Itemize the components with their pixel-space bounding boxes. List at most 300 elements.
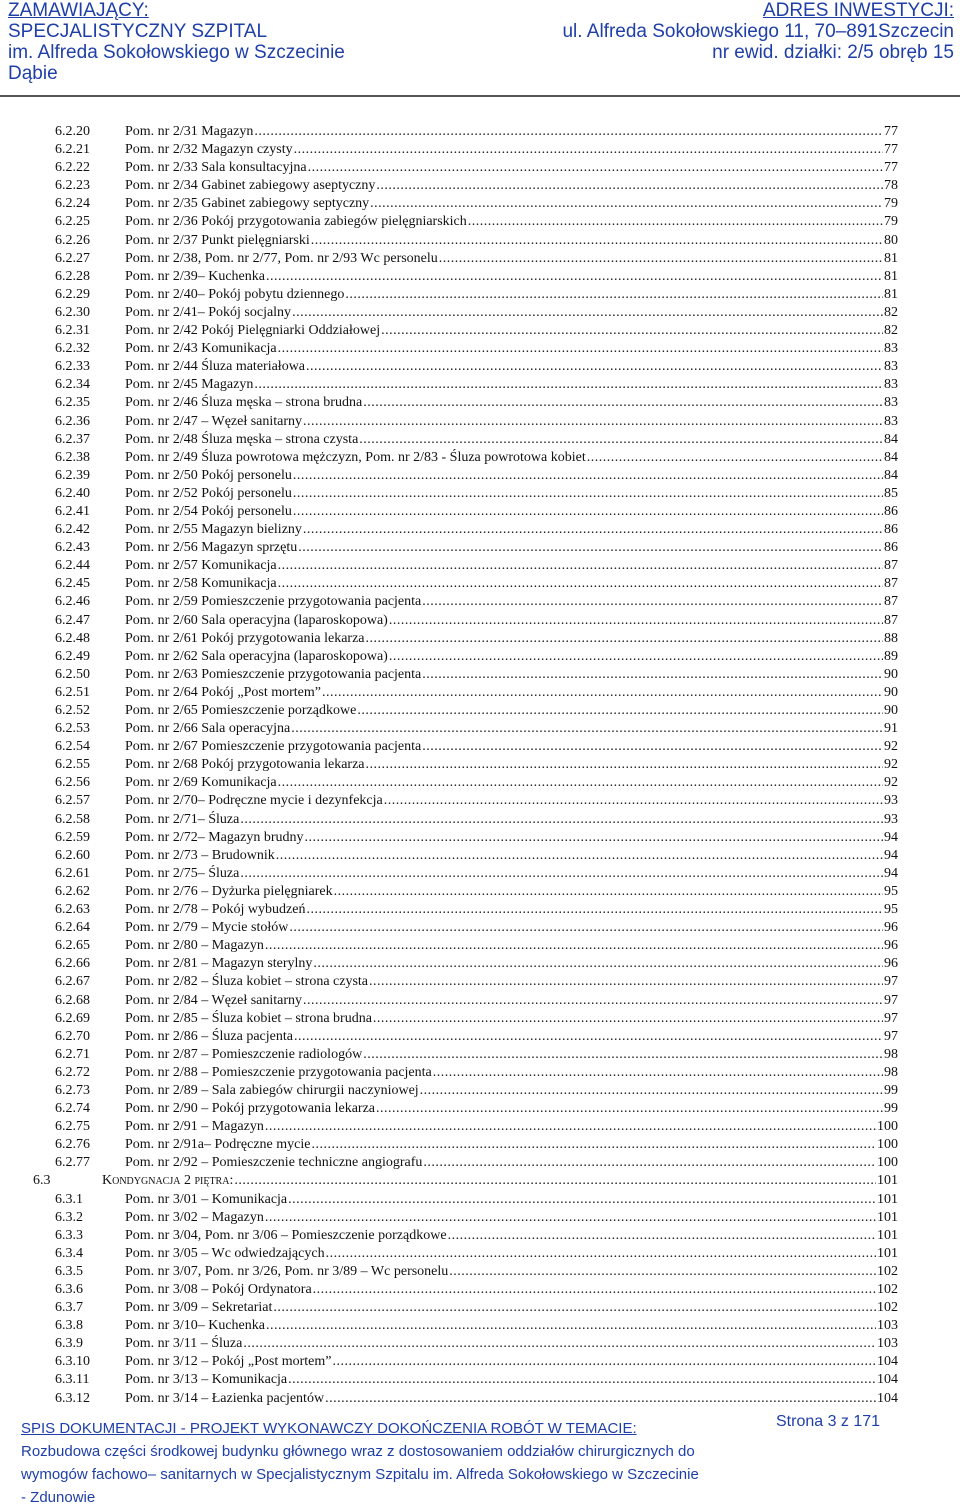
toc-dot-leader <box>311 1136 876 1154</box>
toc-entry-page: 100 <box>877 1137 898 1153</box>
toc-dot-leader <box>439 250 883 268</box>
toc-entry[interactable] <box>0 449 960 467</box>
toc-entry[interactable] <box>0 485 960 503</box>
header-client-name-2: im. Alfreda Sokołowskiego w Szczecinie <box>8 42 345 63</box>
toc-entry[interactable] <box>0 756 960 774</box>
toc-entry-page: 99 <box>884 1082 898 1098</box>
toc-entry[interactable] <box>0 593 960 611</box>
toc-entry[interactable] <box>0 883 960 901</box>
toc-entry[interactable] <box>0 521 960 539</box>
toc-entry-page: 104 <box>877 1354 898 1370</box>
toc-entry[interactable] <box>0 901 960 919</box>
toc-entry-title: Pom. nr 2/66 Sala operacyjna <box>125 721 291 737</box>
toc-section-row[interactable] <box>0 1172 960 1190</box>
toc-dot-leader <box>254 123 883 141</box>
toc-entry-body <box>125 232 898 250</box>
toc-entry[interactable] <box>0 286 960 304</box>
toc-entry[interactable] <box>0 992 960 1010</box>
toc-entry-page: 97 <box>884 992 898 1008</box>
toc-entry-page: 96 <box>884 938 898 954</box>
toc-dot-leader <box>366 630 883 648</box>
toc-entry-number: 6.2.70 <box>55 1028 90 1044</box>
toc-entry-body <box>125 1390 898 1408</box>
toc-entry-number: 6.2.36 <box>55 413 90 429</box>
toc-entry-page: 101 <box>877 1191 898 1207</box>
toc-entry-number: 6.2.31 <box>55 323 90 339</box>
toc-entry[interactable] <box>0 829 960 847</box>
toc-entry-page: 84 <box>884 431 898 447</box>
toc-entry[interactable] <box>0 684 960 702</box>
footer-doc-title: SPIS DOKUMENTACJI - PROJEKT WYKONAWCZY DOKOŃCZENIA ROBÓT W TEMACIE: <box>21 1420 637 1437</box>
toc-entry-title: Pom. nr 2/37 Punkt pielęgniarski <box>125 232 310 248</box>
toc-entry[interactable] <box>0 648 960 666</box>
toc-entry-page: 94 <box>884 847 898 863</box>
toc-entry-number: 6.2.73 <box>55 1082 90 1098</box>
toc-entry[interactable] <box>0 1263 960 1281</box>
toc-dot-leader <box>273 1299 876 1317</box>
toc-dot-leader <box>313 1281 876 1299</box>
toc-entry-number: 6.2.22 <box>55 160 90 176</box>
toc-entry-body <box>125 1335 898 1353</box>
toc-entry-page: 83 <box>884 341 898 357</box>
toc-entry-number: 6.2.39 <box>55 467 90 483</box>
toc-dot-leader <box>373 1010 883 1028</box>
toc-entry[interactable] <box>0 702 960 720</box>
toc-entry-number: 6.2.68 <box>55 992 90 1008</box>
toc-dot-leader <box>311 232 883 250</box>
toc-entry[interactable] <box>0 376 960 394</box>
toc-entry-number: 6.3.2 <box>55 1209 83 1225</box>
toc-entry[interactable] <box>0 1227 960 1245</box>
toc-entry-title: Pom. nr 2/89 – Sala zabiegów chirurgii naczyniowej <box>125 1082 419 1098</box>
toc-dot-leader <box>381 322 883 340</box>
toc-entry-page: 96 <box>884 956 898 972</box>
toc-entry-page: 84 <box>884 449 898 465</box>
toc-entry-body <box>125 865 898 883</box>
toc-entry[interactable] <box>0 919 960 937</box>
toc-entry-title: Pom. nr 2/38, Pom. nr 2/77, Pom. nr 2/93 Wc personelu <box>125 250 438 266</box>
toc-entry-title: Pom. nr 2/84 – Węzeł sanitarny <box>125 992 303 1008</box>
toc-entry-number: 6.2.25 <box>55 214 90 230</box>
toc-entry[interactable] <box>0 1335 960 1353</box>
toc-entry-body <box>125 1263 898 1281</box>
toc-entry-body <box>125 1046 898 1064</box>
toc-dot-leader <box>370 195 883 213</box>
toc-entry-body <box>125 1245 898 1263</box>
toc-dot-leader <box>359 431 883 449</box>
toc-entry[interactable] <box>0 1046 960 1064</box>
toc-entry-title: Pom. nr 2/80 – Magazyn <box>125 938 264 954</box>
toc-entry-page: 103 <box>877 1336 898 1352</box>
toc-entry-number: 6.3.8 <box>55 1318 83 1334</box>
toc-entry-body <box>125 485 898 503</box>
toc-entry-title: Pom. nr 3/08 – Pokój Ordynatora <box>125 1282 312 1297</box>
toc-entry-page: 87 <box>884 558 898 574</box>
header-address: ul. Alfreda Sokołowskiego 11, 70–891Szczecin <box>562 21 954 42</box>
toc-entry-number: 6.2.76 <box>55 1137 90 1153</box>
header-address-label: ADRES INWESTYCJI: <box>762 0 954 21</box>
toc-entry[interactable] <box>0 141 960 159</box>
toc-entry[interactable] <box>0 937 960 955</box>
toc-entry[interactable] <box>0 666 960 684</box>
toc-entry[interactable] <box>0 1299 960 1317</box>
toc-entry-body <box>125 1028 898 1046</box>
toc-entry-page: 87 <box>884 612 898 628</box>
toc-entry[interactable] <box>0 413 960 431</box>
toc-entry[interactable] <box>0 1191 960 1209</box>
toc-entry-body <box>125 648 898 666</box>
toc-dot-leader <box>420 1082 883 1100</box>
toc-entry-number: 6.2.57 <box>55 793 90 809</box>
toc-entry-number: 6.2.42 <box>55 522 90 538</box>
toc-entry-body <box>125 1299 898 1317</box>
toc-entry-number: 6.3.10 <box>55 1354 90 1370</box>
toc-entry-title: Pom. nr 2/76 – Dyżurka pielęgniarek <box>125 883 333 899</box>
toc-entry[interactable] <box>0 738 960 756</box>
toc-entry-title: Pom. nr 2/67 Pomieszczenie przygotowania pacjenta <box>125 739 422 755</box>
toc-entry-body <box>125 1371 898 1389</box>
toc-entry-page: 90 <box>884 684 898 700</box>
toc-entry-title: Pom. nr 2/86 – Śluza pacjenta <box>125 1028 293 1044</box>
toc-entry-title: Pom. nr 3/05 – Wc odwiedzających <box>125 1245 325 1261</box>
toc-entry-page: 99 <box>884 1101 898 1117</box>
toc-entry-page: 97 <box>884 974 898 990</box>
toc-entry[interactable] <box>0 1281 960 1299</box>
toc-entry-body <box>125 1191 898 1209</box>
toc-entry-title: Pom. nr 2/50 Pokój personelu <box>125 467 292 483</box>
toc-entry-number: 6.2.32 <box>55 341 90 357</box>
toc-entry[interactable] <box>0 1100 960 1118</box>
toc-dot-leader <box>422 593 883 611</box>
toc-dot-leader <box>266 268 883 286</box>
toc-entry-page: 101 <box>877 1173 898 1189</box>
toc-entry[interactable] <box>0 1010 960 1028</box>
toc-entry-title: Pom. nr 2/81 – Magazyn sterylny <box>125 956 313 972</box>
toc-entry-number: 6.2.47 <box>55 612 90 628</box>
footer-project-line-3: - Zdunowie <box>21 1489 96 1506</box>
toc-entry-number: 6.2.30 <box>55 304 90 320</box>
toc-entry-title: Pom. nr 2/73 – Brudownik <box>125 847 275 863</box>
toc-entry-body <box>125 883 898 901</box>
toc-entry-page: 77 <box>884 142 898 158</box>
toc-entry-page: 90 <box>884 703 898 718</box>
toc-entry-title: Pom. nr 2/40– Pokój pobytu dziennego <box>125 286 345 302</box>
toc-dot-leader <box>366 756 883 774</box>
toc-entry-page: 100 <box>877 1119 898 1135</box>
toc-entry-title: Pom. nr 2/32 Magazyn czysty <box>125 142 293 158</box>
toc-entry-number: 6.2.41 <box>55 503 90 519</box>
toc-entry[interactable] <box>0 123 960 141</box>
toc-entry[interactable] <box>0 232 960 250</box>
toc-dot-leader <box>292 304 883 322</box>
toc-entry-number: 6.2.50 <box>55 666 90 682</box>
toc-dot-leader <box>389 612 883 630</box>
toc-entry-body <box>125 811 898 829</box>
toc-dot-leader <box>449 1263 876 1281</box>
toc-entry[interactable] <box>0 213 960 231</box>
toc-entry-body <box>125 141 898 159</box>
toc-entry-title: Pom. nr 2/91a– Podręczne mycie <box>125 1137 311 1153</box>
toc-entry[interactable] <box>0 159 960 177</box>
toc-dot-leader <box>240 865 883 883</box>
toc-entry-title: Pom. nr 2/35 Gabinet zabiegowy septyczny <box>125 196 370 212</box>
page-number: Strona 3 z 171 <box>776 1413 881 1430</box>
toc-entry[interactable] <box>0 1154 960 1172</box>
toc-entry-body <box>125 213 898 231</box>
toc-entry[interactable] <box>0 865 960 883</box>
toc-entry-page: 77 <box>884 160 898 176</box>
toc-entry-number: 6.3.6 <box>55 1282 83 1297</box>
toc-entry-number: 6.2.67 <box>55 974 90 990</box>
toc-entry-number: 6.3 <box>33 1173 51 1189</box>
toc-entry-page: 92 <box>884 739 898 755</box>
toc-entry-number: 6.3.7 <box>55 1300 83 1316</box>
toc-entry-body <box>125 919 898 937</box>
toc-dot-leader <box>587 449 883 467</box>
toc-entry-page: 81 <box>884 286 898 302</box>
toc-entry-page: 82 <box>884 323 898 339</box>
toc-entry-page: 77 <box>884 124 898 139</box>
toc-dot-leader <box>306 901 883 919</box>
toc-entry-title: Pom. nr 3/10– Kuchenka <box>125 1318 265 1334</box>
toc-entry-body <box>125 1010 898 1028</box>
toc-entry-number: 6.3.4 <box>55 1245 83 1261</box>
toc-dot-leader <box>433 1064 883 1082</box>
toc-dot-leader <box>303 992 883 1010</box>
toc-entry[interactable] <box>0 612 960 630</box>
toc-entry-title: Pom. nr 2/91 – Magazyn <box>125 1119 264 1135</box>
toc-dot-leader <box>289 919 883 937</box>
toc-entry-title: Pom. nr 2/55 Magazyn bielizny <box>125 522 302 538</box>
toc-entry-number: 6.2.34 <box>55 377 90 393</box>
toc-dot-leader <box>313 955 883 973</box>
toc-dot-leader <box>265 1118 876 1136</box>
toc-entry-body <box>125 1100 898 1118</box>
toc-entry-page: 88 <box>884 630 898 646</box>
toc-entry-title: Pom. nr 2/57 Komunikacja <box>125 558 277 574</box>
toc-entry-body <box>125 1118 898 1136</box>
toc-entry[interactable] <box>0 1245 960 1263</box>
toc-dot-leader <box>240 811 883 829</box>
toc-entry[interactable] <box>0 774 960 792</box>
toc-entry-title: Pom. nr 2/44 Śluza materiałowa <box>125 359 306 375</box>
toc-entry[interactable] <box>0 358 960 376</box>
toc-entry-page: 87 <box>884 594 898 610</box>
toc-entry-page: 92 <box>884 757 898 773</box>
toc-entry-body <box>125 413 898 431</box>
toc-entry-body <box>125 575 898 593</box>
toc-entry[interactable] <box>0 575 960 593</box>
toc-entry-page: 101 <box>877 1245 898 1261</box>
toc-entry[interactable] <box>0 1118 960 1136</box>
toc-entry[interactable] <box>0 720 960 738</box>
toc-entry-page: 86 <box>884 503 898 519</box>
toc-entry-page: 101 <box>877 1227 898 1243</box>
toc-entry[interactable] <box>0 1390 960 1408</box>
toc-entry-title: Kondygnacja 2 piętra: <box>102 1173 234 1189</box>
toc-entry-body <box>125 702 898 720</box>
toc-entry-page: 92 <box>884 775 898 791</box>
toc-entry[interactable] <box>0 539 960 557</box>
toc-entry-body <box>125 1136 898 1154</box>
toc-entry-body <box>125 503 898 521</box>
toc-entry[interactable] <box>0 503 960 521</box>
toc-dot-leader <box>294 1028 883 1046</box>
toc-dot-leader <box>363 1046 883 1064</box>
toc-entry[interactable] <box>0 1136 960 1154</box>
toc-entry-number: 6.3.12 <box>55 1390 90 1406</box>
toc-entry-body <box>125 557 898 575</box>
toc-entry[interactable] <box>0 1209 960 1227</box>
toc-entry-body <box>125 756 898 774</box>
toc-dot-leader <box>234 1172 876 1190</box>
toc-entry-number: 6.2.26 <box>55 232 90 248</box>
toc-entry-number: 6.2.58 <box>55 811 90 827</box>
toc-entry-page: 89 <box>884 648 898 664</box>
toc-entry-number: 6.2.59 <box>55 829 90 845</box>
toc-entry-body <box>125 431 898 449</box>
toc-dot-leader <box>293 467 883 485</box>
toc-entry-number: 6.2.35 <box>55 395 90 411</box>
toc-entry-page: 84 <box>884 467 898 483</box>
toc-entry[interactable] <box>0 973 960 991</box>
toc-entry[interactable] <box>0 630 960 648</box>
toc-entry-page: 103 <box>877 1318 898 1334</box>
toc-entry-number: 6.2.65 <box>55 938 90 954</box>
toc-entry-title: Pom. nr 2/41– Pokój socjalny <box>125 304 292 320</box>
toc-entry-body <box>125 195 898 213</box>
toc-entry-number: 6.2.62 <box>55 883 90 899</box>
toc-dot-leader <box>294 141 883 159</box>
toc-entry[interactable] <box>0 1371 960 1389</box>
toc-entry-body <box>125 376 898 394</box>
toc-entry-page: 97 <box>884 1010 898 1026</box>
toc-entry-body <box>125 937 898 955</box>
toc-entry-number: 6.3.11 <box>55 1372 90 1388</box>
toc-entry[interactable] <box>0 431 960 449</box>
toc-entry-page: 102 <box>877 1300 898 1316</box>
toc-entry[interactable] <box>0 1317 960 1335</box>
toc-entry-body <box>125 666 898 684</box>
toc-entry[interactable] <box>0 250 960 268</box>
toc-entry[interactable] <box>0 1082 960 1100</box>
toc-entry[interactable] <box>0 792 960 810</box>
toc-dot-leader <box>288 1371 876 1389</box>
toc-entry-title: Pom. nr 2/52 Pokój personelu <box>125 485 292 501</box>
toc-entry-page: 94 <box>884 865 898 881</box>
toc-entry-body <box>125 304 898 322</box>
toc-entry-number: 6.2.20 <box>55 124 90 139</box>
toc-entry-body <box>125 268 898 286</box>
toc-entry-body <box>125 612 898 630</box>
toc-entry-number: 6.2.54 <box>55 739 90 755</box>
toc-entry-page: 83 <box>884 413 898 429</box>
toc-entry-title: Pom. nr 2/48 Śluza męska – strona czysta <box>125 431 359 447</box>
toc-entry[interactable] <box>0 177 960 195</box>
toc-entry-page: 81 <box>884 268 898 284</box>
toc-entry-title: Pom. nr 2/64 Pokój „Post mortem” <box>125 684 321 700</box>
toc-entry[interactable] <box>0 847 960 865</box>
toc-entry-title: Pom. nr 2/68 Pokój przygotowania lekarza <box>125 757 365 773</box>
toc-entry-number: 6.2.74 <box>55 1101 90 1117</box>
toc-entry[interactable] <box>0 195 960 213</box>
toc-entry[interactable] <box>0 322 960 340</box>
toc-entry-page: 102 <box>877 1263 898 1279</box>
toc-entry-number: 6.2.69 <box>55 1010 90 1026</box>
toc-dot-leader <box>266 1317 876 1335</box>
footer-project-line-1: Rozbudowa części środkowej budynku głównego wraz z dostosowaniem oddziałów chirurgicznych do <box>21 1443 695 1460</box>
toc-entry[interactable] <box>0 955 960 973</box>
toc-entry[interactable] <box>0 268 960 286</box>
toc-dot-leader <box>293 503 883 521</box>
toc-entry[interactable] <box>0 340 960 358</box>
toc-entry-title: Pom. nr 3/02 – Magazyn <box>125 1209 264 1225</box>
toc-entry-number: 6.2.61 <box>55 865 90 881</box>
toc-entry-title: Pom. nr 2/70– Podręczne mycie i dezynfekcja <box>125 793 383 809</box>
toc-dot-leader <box>376 1100 883 1118</box>
toc-entry[interactable] <box>0 811 960 829</box>
toc-entry[interactable] <box>0 1353 960 1371</box>
toc-entry[interactable] <box>0 557 960 575</box>
header-divider <box>0 95 960 97</box>
toc-dot-leader <box>278 575 883 593</box>
toc-entry-page: 87 <box>884 576 898 592</box>
toc-entry[interactable] <box>0 1028 960 1046</box>
toc-entry-body <box>125 847 898 865</box>
toc-entry-body <box>125 1154 898 1172</box>
toc-entry-number: 6.2.53 <box>55 721 90 737</box>
toc-dot-leader <box>423 1154 876 1172</box>
toc-entry-number: 6.3.9 <box>55 1336 83 1352</box>
toc-entry-page: 91 <box>884 721 898 737</box>
toc-entry-page: 86 <box>884 540 898 556</box>
toc-entry-body <box>125 792 898 810</box>
toc-entry[interactable] <box>0 304 960 322</box>
toc-dot-leader <box>325 1390 876 1408</box>
toc-entry-page: 98 <box>884 1046 898 1062</box>
toc-entry-number: 6.2.38 <box>55 449 90 465</box>
toc-entry-number: 6.2.37 <box>55 431 90 447</box>
toc-entry[interactable] <box>0 1064 960 1082</box>
toc-entry-title: Pom. nr 2/42 Pokój Pielęgniarki Oddziałowej <box>125 323 381 339</box>
toc-dot-leader <box>278 340 883 358</box>
toc-dot-leader <box>278 774 883 792</box>
toc-entry-page: 95 <box>884 902 898 918</box>
toc-entry-page: 79 <box>884 196 898 212</box>
toc-entry-number: 6.2.46 <box>55 594 90 610</box>
toc-entry-title: Pom. nr 2/58 Komunikacja <box>125 576 277 592</box>
toc-entry-body <box>125 1281 898 1299</box>
toc-entry-body <box>125 630 898 648</box>
toc-entry-page: 96 <box>884 920 898 936</box>
toc-entry-title: Pom. nr 2/61 Pokój przygotowania lekarza <box>125 630 365 646</box>
toc-entry-title: Pom. nr 3/07, Pom. nr 3/26, Pom. nr 3/89 – Wc personelu <box>125 1263 449 1279</box>
toc-entry-title: Pom. nr 3/04, Pom. nr 3/06 – Pomieszczenie porządkowe <box>125 1227 447 1243</box>
toc-entry-title: Pom. nr 2/36 Pokój przygotowania zabiegów pielęgniarskich <box>125 214 467 230</box>
toc-entry[interactable] <box>0 394 960 412</box>
toc-entry-title: Pom. nr 2/69 Komunikacja <box>125 775 277 791</box>
toc-entry-body <box>125 720 898 738</box>
toc-entry-number: 6.2.52 <box>55 703 90 718</box>
toc-entry-page: 97 <box>884 1028 898 1044</box>
toc-dot-leader <box>298 539 883 557</box>
toc-dot-leader <box>422 738 883 756</box>
toc-entry-title: Pom. nr 2/43 Komunikacja <box>125 341 277 357</box>
toc-entry-title: Pom. nr 3/01 – Komunikacja <box>125 1191 288 1207</box>
toc-entry[interactable] <box>0 467 960 485</box>
toc-entry-number: 6.2.75 <box>55 1119 90 1135</box>
toc-entry-title: Pom. nr 3/09 – Sekretariat <box>125 1300 273 1316</box>
